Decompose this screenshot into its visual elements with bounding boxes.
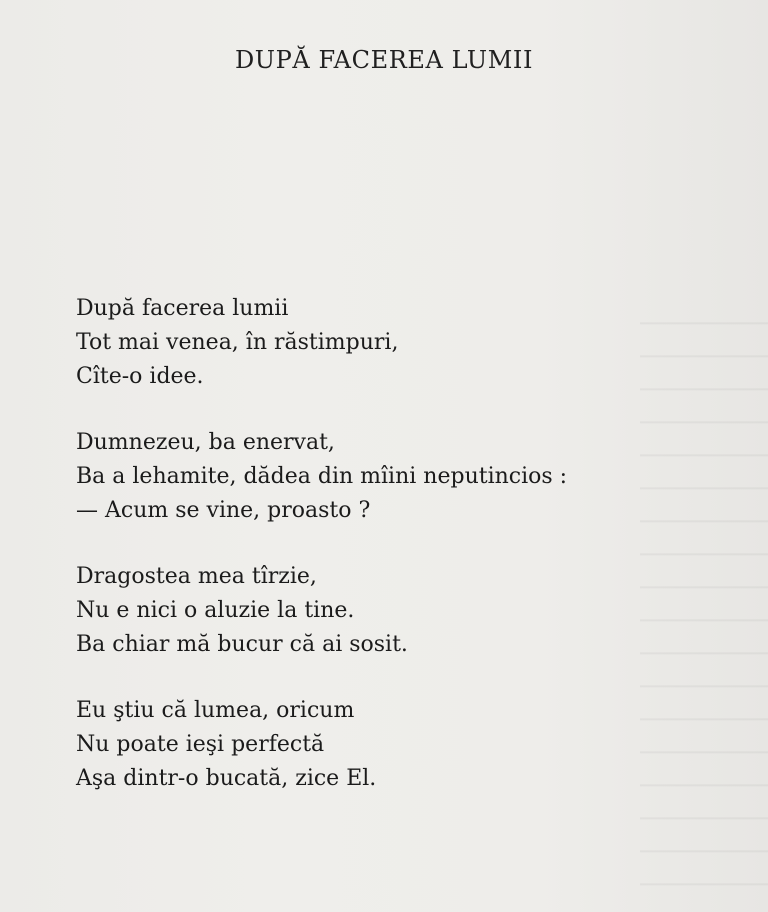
poem-line: Ba chiar mă bucur că ai sosit.: [76, 632, 408, 657]
poem-line: Tot mai venea, în răstimpuri,: [76, 330, 399, 355]
stanza-1: [76, 292, 736, 394]
poem-line: Ba a lehamite, dădea din mîini neputincios :: [76, 464, 568, 489]
poem-line: Aşa dintr-o bucată, zice El.: [76, 766, 377, 791]
poem-body: [76, 292, 736, 796]
poem-line: Dumnezeu, ba enervat,: [76, 430, 335, 455]
poem-line: După facerea lumii: [76, 296, 289, 321]
stanza-3: [76, 560, 736, 662]
poem-line: — Acum se vine, proasto ?: [76, 498, 371, 523]
stanza-4: [76, 694, 736, 796]
poem-line: Eu ştiu că lumea, oricum: [76, 698, 355, 723]
poem-title: DUPĂ FACEREA LUMII: [234, 46, 534, 74]
poem-line: Nu e nici o aluzie la tine.: [76, 598, 355, 623]
stanza-2: [76, 426, 736, 528]
poem-line: Nu poate ieşi perfectă: [76, 732, 325, 757]
poem-line: Cîte-o idee.: [76, 364, 204, 389]
poem-line: Dragostea mea tîrzie,: [76, 564, 317, 589]
